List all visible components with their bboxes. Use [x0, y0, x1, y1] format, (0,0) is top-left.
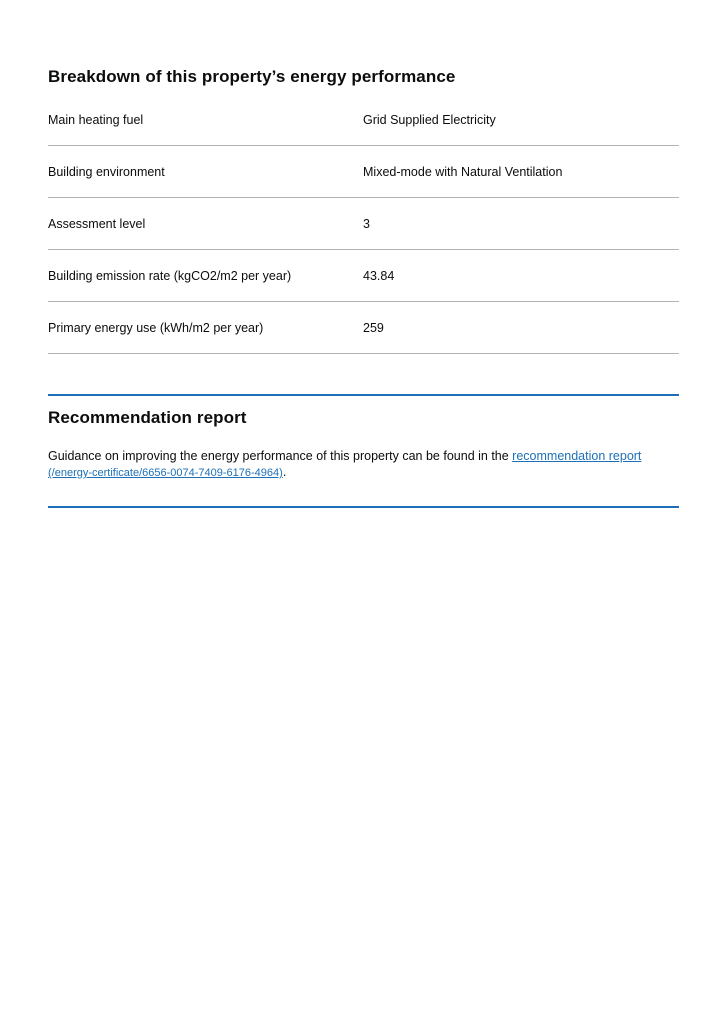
- row-label-building-environment: Building environment: [48, 165, 165, 179]
- section-divider: [48, 506, 679, 508]
- row-value-building-emission-rate: 43.84: [363, 269, 395, 283]
- row-value-building-environment: Mixed-mode with Natural Ventilation: [363, 165, 563, 179]
- table-row: [48, 302, 679, 354]
- table-row: [48, 198, 679, 250]
- recommendation-heading: Recommendation report: [48, 408, 247, 427]
- guidance-trailing: .: [282, 465, 287, 479]
- row-label-primary-energy-use: Primary energy use (kWh/m2 per year): [48, 321, 264, 335]
- row-value-main-heating-fuel: Grid Supplied Electricity: [363, 113, 496, 127]
- row-label-main-heating-fuel: Main heating fuel: [48, 113, 144, 127]
- row-value-assessment-level: 3: [363, 217, 370, 231]
- table-row: [48, 250, 679, 302]
- recommendation-guidance: [48, 448, 679, 481]
- table-row: [48, 94, 679, 146]
- breakdown-heading: Breakdown of this property’s energy performance: [48, 67, 456, 86]
- energy-performance-table: [48, 94, 679, 354]
- row-label-building-emission-rate: Building emission rate (kgCO2/m2 per year): [48, 269, 292, 283]
- guidance-text: Guidance on improving the energy performance of this property can be found in the: [48, 449, 513, 463]
- recommendation-report-link-url: (/energy-certificate/6656-0074-7409-6176-4964): [48, 467, 283, 479]
- recommendation-report-link-text: recommendation report: [512, 449, 642, 463]
- table-row: [48, 146, 679, 198]
- row-label-assessment-level: Assessment level: [48, 217, 146, 231]
- row-value-primary-energy-use: 259: [363, 321, 384, 335]
- section-divider: [48, 394, 679, 396]
